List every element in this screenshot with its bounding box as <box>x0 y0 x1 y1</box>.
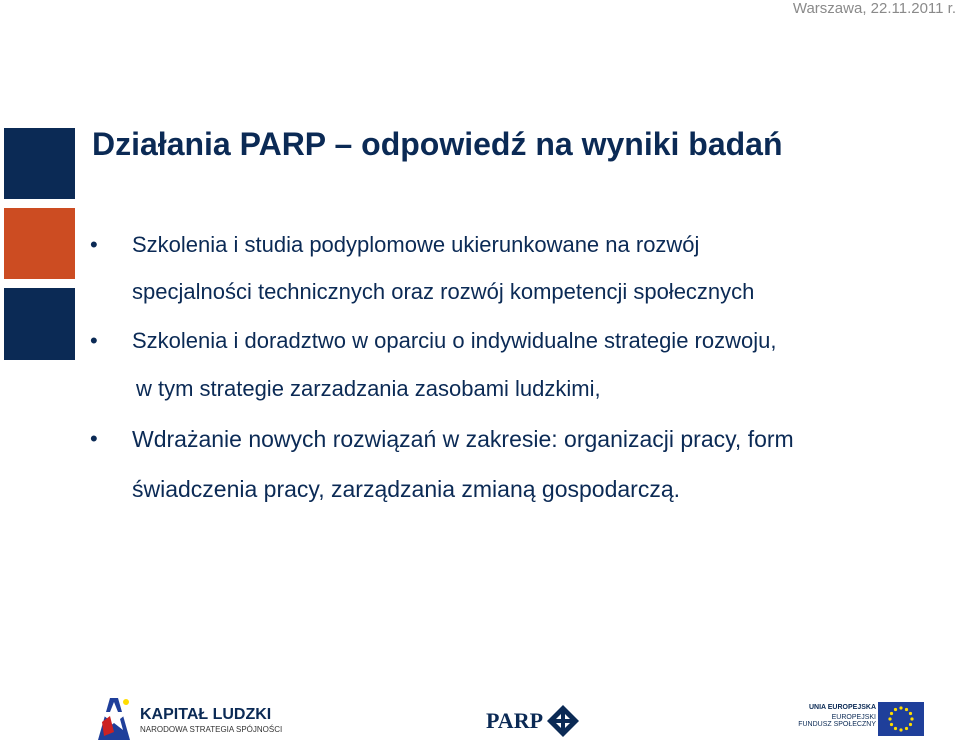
slide-title: Działania PARP – odpowiedź na wyniki badań <box>92 126 783 162</box>
eu-fund-label-1: EUROPEJSKI <box>831 714 876 721</box>
bullet-marker: • <box>90 232 98 257</box>
parp-name: PARP <box>486 708 544 733</box>
decor-block-orange <box>4 208 75 279</box>
bullet-marker: • <box>90 426 98 451</box>
decor-block-navy-top <box>4 128 75 199</box>
parp-diamond-icon <box>546 704 580 738</box>
bullet-item-2-line-1: Szkolenia i doradztwo w oparciu o indywidualne strategie rozwoju, <box>132 328 777 353</box>
decor-block-navy-bottom <box>4 288 75 360</box>
bullet-item-1-line-1: Szkolenia i studia podyplomowe ukierunkowane na rozwój <box>132 232 700 257</box>
kapital-ludzki-logo <box>96 692 283 742</box>
kapital-ludzki-name: KAPITAŁ LUDZKI <box>140 706 272 723</box>
bullet-item-2 <box>90 317 930 364</box>
bullet-item-3-line-1: Wdrażanie nowych rozwiązań w zakresie: organizacji pracy, form <box>132 426 794 452</box>
eu-union-label: UNIA EUROPEJSKA <box>808 704 876 711</box>
bullet-item-3-line-2: świadczenia pracy, zarządzania zmianą gospodarczą. <box>132 476 681 502</box>
eu-logo <box>794 700 934 746</box>
parp-logo <box>486 702 586 742</box>
bullet-marker: • <box>90 328 98 353</box>
bullet-item-1-line-2: specjalności technicznych oraz rozwój kompetencji społecznych <box>132 279 755 304</box>
bullet-item-3 <box>90 414 930 514</box>
bullet-item-2-line-2: w tym strategie zarzadzania zasobami ludzkimi, <box>136 376 601 401</box>
star-figure-icon <box>96 692 134 742</box>
eu-flag-icon <box>878 702 924 736</box>
slide-content <box>90 221 930 514</box>
date-label: Warszawa, 22.11.2011 r. <box>792 0 956 17</box>
bullet-item-1 <box>90 221 930 315</box>
eu-fund-label-2: FUNDUSZ SPOŁECZNY <box>798 721 876 728</box>
kapital-ludzki-subtitle: NARODOWA STRATEGIA SPÓJNOŚCI <box>140 725 283 734</box>
